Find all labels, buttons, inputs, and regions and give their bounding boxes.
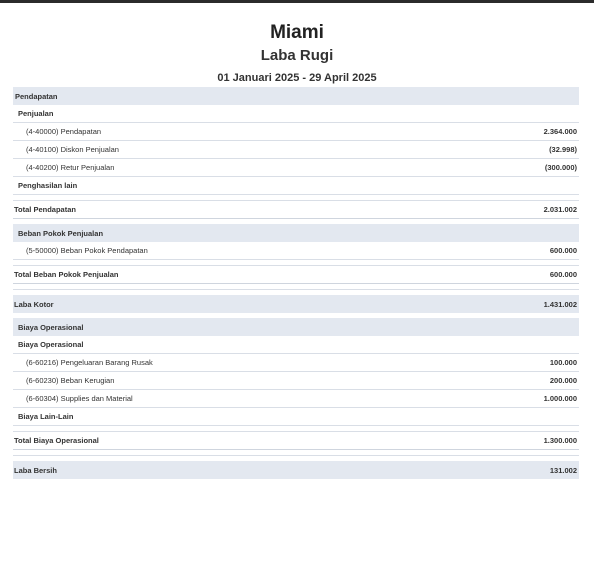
account-row[interactable] bbox=[13, 141, 579, 159]
account-row[interactable] bbox=[13, 372, 579, 390]
subsection-biaya-operasional bbox=[13, 336, 579, 354]
subsection-label: Biaya Operasional bbox=[18, 340, 84, 349]
account-label: (6-60304) Supplies dan Material bbox=[26, 394, 133, 403]
subsection-biaya-lain bbox=[13, 408, 579, 426]
total-beban-pokok-row bbox=[13, 266, 579, 284]
section-header-beban-pokok bbox=[13, 224, 579, 242]
laba-kotor-label: Laba Kotor bbox=[14, 299, 54, 309]
laba-bersih-row bbox=[13, 461, 579, 479]
top-border bbox=[0, 0, 594, 3]
section-label: Pendapatan bbox=[15, 91, 58, 101]
account-value: (32.998) bbox=[549, 145, 577, 154]
total-value: 600.000 bbox=[549, 270, 577, 279]
total-biaya-operasional-row bbox=[13, 432, 579, 450]
account-value: 2.364.000 bbox=[543, 127, 577, 136]
subsection-label: Penjualan bbox=[18, 109, 54, 118]
account-value: 600.000 bbox=[549, 246, 577, 255]
account-label: (4-40100) Diskon Penjualan bbox=[26, 145, 119, 154]
account-row[interactable] bbox=[13, 123, 579, 141]
company-name: Miami bbox=[270, 22, 324, 43]
account-label: (6-60216) Pengeluaran Barang Rusak bbox=[26, 358, 153, 367]
account-row[interactable] bbox=[13, 159, 579, 177]
section-label: Beban Pokok Penjualan bbox=[18, 228, 104, 238]
account-label: (6-60230) Beban Kerugian bbox=[26, 376, 115, 385]
laba-kotor-value: 1.431.002 bbox=[543, 299, 577, 309]
subsection-label: Biaya Lain-Lain bbox=[18, 412, 74, 421]
account-row[interactable] bbox=[13, 390, 579, 408]
laba-kotor-row bbox=[13, 295, 579, 313]
account-value: (300.000) bbox=[544, 163, 577, 172]
account-row[interactable] bbox=[13, 242, 579, 260]
section-header-pendapatan bbox=[13, 87, 579, 105]
laba-bersih-value: 131.002 bbox=[549, 465, 577, 475]
total-label: Total Beban Pokok Penjualan bbox=[14, 270, 119, 279]
total-value: 2.031.002 bbox=[543, 205, 577, 214]
account-label: (4-40000) Pendapatan bbox=[26, 127, 102, 136]
total-value: 1.300.000 bbox=[543, 436, 577, 445]
report-header bbox=[0, 22, 594, 85]
account-label: (5-50000) Beban Pokok Pendapatan bbox=[26, 246, 148, 255]
section-label: Biaya Operasional bbox=[18, 322, 84, 332]
subsection-label: Penghasilan lain bbox=[18, 181, 78, 190]
total-pendapatan-row bbox=[13, 201, 579, 219]
account-value: 200.000 bbox=[549, 376, 577, 385]
account-label: (4-40200) Retur Penjualan bbox=[26, 163, 115, 172]
report-title: Laba Rugi bbox=[260, 47, 334, 64]
profit-loss-table bbox=[13, 87, 579, 479]
account-value: 1.000.000 bbox=[543, 394, 577, 403]
subsection-penghasilan-lain bbox=[13, 177, 579, 195]
section-header-biaya-operasional bbox=[13, 318, 579, 336]
account-value: 100.000 bbox=[549, 358, 577, 367]
laba-bersih-label: Laba Bersih bbox=[14, 465, 57, 475]
account-row[interactable] bbox=[13, 354, 579, 372]
subsection-penjualan bbox=[13, 105, 579, 123]
total-label: Total Pendapatan bbox=[14, 205, 76, 214]
total-label: Total Biaya Operasional bbox=[14, 436, 99, 445]
report-period: 01 Januari 2025 - 29 April 2025 bbox=[217, 72, 377, 84]
